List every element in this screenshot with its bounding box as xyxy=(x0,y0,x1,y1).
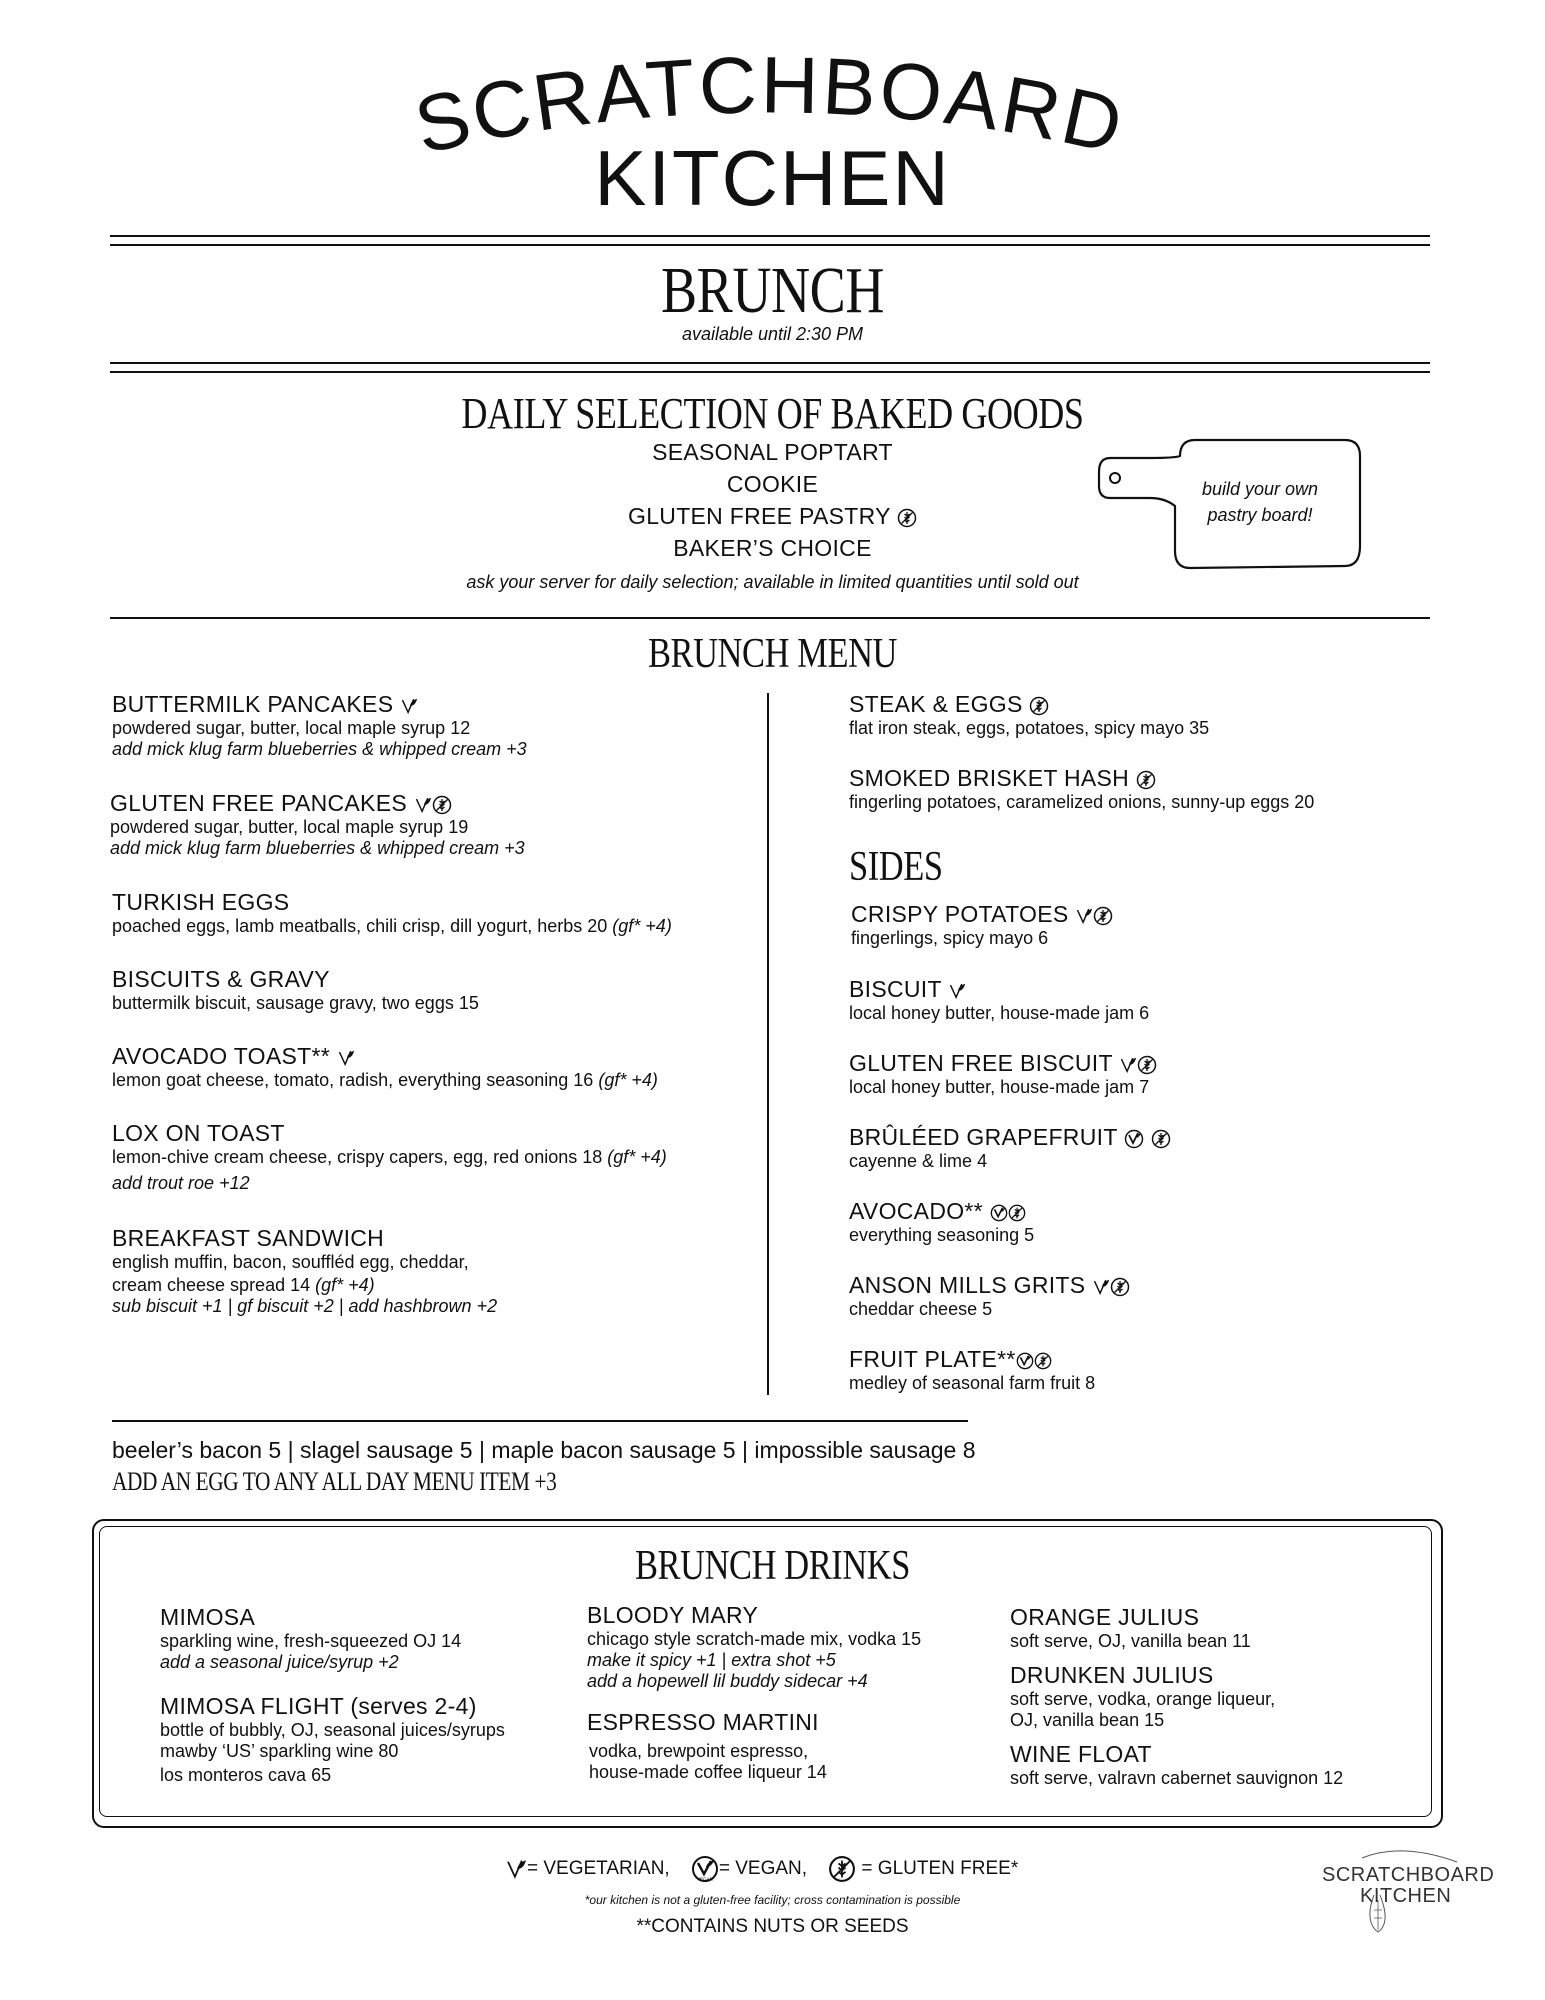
drinks-col-3 xyxy=(1010,1604,1343,1789)
vegetarian-icon xyxy=(414,796,432,814)
menu-item-name: SMOKED BRISKET HASH xyxy=(849,765,1130,791)
menu-item-name: GLUTEN FREE PANCAKES xyxy=(110,790,407,816)
diet-legend xyxy=(505,1855,1018,1883)
menu-item-desc: poached eggs, lamb meatballs, chili crisp, dill yogurt, herbs 20 xyxy=(112,916,608,936)
menu-item-desc: lemon goat cheese, tomato, radish, everything seasoning 16 xyxy=(112,1070,594,1090)
menu-item-desc: powdered sugar, butter, local maple syrup 12 xyxy=(112,718,471,738)
menu-item-addon: sub biscuit +1 | gf biscuit +2 | add hashbrown +2 xyxy=(112,1296,498,1316)
pastry-board-line2: pastry board! xyxy=(1207,505,1313,525)
baked-item: SEASONAL POPTART xyxy=(652,439,893,465)
menu-item-gf-option: (gf* +4) xyxy=(598,1070,658,1090)
menu-item-addon: add mick klug farm blueberries & whipped cream +3 xyxy=(110,838,525,858)
baked-goods-note: ask your server for daily selection; available in limited quantities until sold out xyxy=(466,572,1079,592)
drink-name: ESPRESSO MARTINI xyxy=(587,1709,819,1735)
nuts-note: **CONTAINS NUTS OR SEEDS xyxy=(636,1916,909,1937)
drink-name: MIMOSA FLIGHT (serves 2-4) xyxy=(160,1693,477,1719)
drinks-col-2 xyxy=(587,1602,921,1783)
drink-desc: soft serve, vodka, orange liqueur, xyxy=(1010,1689,1276,1709)
menu-item-addon: add mick klug farm blueberries & whipped cream +3 xyxy=(112,739,527,759)
gluten-free-icon xyxy=(1034,1352,1052,1370)
menu-item-name: BUTTERMILK PANCAKES xyxy=(112,691,394,717)
drinks-heading: BRUNCH DRINKS xyxy=(634,1543,911,1589)
drink-addon: make it spicy +1 | extra shot +5 xyxy=(587,1650,836,1670)
availability-note: available until 2:30 PM xyxy=(681,324,864,344)
footer-logo-line2: KITCHEN xyxy=(1360,1885,1452,1907)
drink-desc: mawby ‘US’ sparkling wine 80 xyxy=(160,1741,399,1761)
divider-top-2 xyxy=(110,244,1430,246)
vegetarian-icon xyxy=(505,1857,527,1881)
pastry-board-text xyxy=(1180,476,1340,528)
gluten-free-icon xyxy=(432,795,452,815)
menu-item xyxy=(112,1120,667,1194)
drink-name: MIMOSA xyxy=(160,1604,256,1630)
divider-top-1 xyxy=(110,235,1430,237)
gluten-free-icon xyxy=(1093,906,1113,926)
menu-item-name: BISCUITS & GRAVY xyxy=(112,966,330,992)
menu-item xyxy=(110,790,525,859)
menu-item-name: BREAKFAST SANDWICH xyxy=(112,1225,385,1251)
logo-line2: KITCHEN xyxy=(594,134,951,222)
logo-line1: SCRATCHBOARD xyxy=(407,40,1133,171)
gluten-free-icon xyxy=(828,1855,856,1883)
side-item xyxy=(849,1198,1034,1246)
side-item xyxy=(849,976,1149,1024)
drink-desc: chicago style scratch-made mix, vodka 15 xyxy=(587,1629,922,1649)
menu-item xyxy=(849,691,1209,739)
vegan-badge-text: VEGAN xyxy=(696,1876,713,1882)
vegan-icon xyxy=(1124,1129,1144,1149)
menu-item-name: LOX ON TOAST xyxy=(112,1120,285,1146)
side-item xyxy=(849,1124,1171,1172)
side-item-name: FRUIT PLATE** xyxy=(849,1346,1016,1372)
column-divider xyxy=(767,693,769,1395)
side-item-desc: cayenne & lime 4 xyxy=(849,1151,988,1171)
pastry-board-line1: build your own xyxy=(1201,479,1319,499)
menu-item xyxy=(849,765,1314,813)
brunch-menu-heading: BRUNCH MENU xyxy=(647,631,898,677)
menu-item-name: AVOCADO TOAST** xyxy=(112,1043,330,1069)
add-egg-note: ADD AN EGG TO ANY ALL DAY MENU ITEM +3 xyxy=(112,1467,557,1496)
side-item xyxy=(849,1346,1095,1394)
divider-meats xyxy=(112,1420,968,1422)
side-item-desc: cheddar cheese 5 xyxy=(849,1299,993,1319)
vegan-icon xyxy=(691,1855,719,1883)
divider-menu xyxy=(110,617,1430,619)
side-item xyxy=(851,901,1113,949)
menu-item-addon: add trout roe +12 xyxy=(112,1173,250,1193)
menu-item xyxy=(112,1225,497,1317)
drink-addon: add a hopewell lil buddy sidecar +4 xyxy=(587,1671,868,1691)
menu-item-gf-option: (gf* +4) xyxy=(607,1147,667,1167)
side-item-name: CRISPY POTATOES xyxy=(851,901,1069,927)
drink-addon: add a seasonal juice/syrup +2 xyxy=(160,1652,399,1672)
gluten-free-icon xyxy=(1008,1204,1026,1222)
side-item xyxy=(849,1272,1130,1320)
meats-line: beeler’s bacon 5 | slagel sausage 5 | maple bacon sausage 5 | impossible sausage 8 xyxy=(112,1437,976,1463)
menu-item-desc: lemon-chive cream cheese, crispy capers, egg, red onions 18 xyxy=(112,1147,603,1167)
vegetarian-icon xyxy=(1092,1278,1110,1296)
vegetarian-icon xyxy=(1119,1056,1137,1074)
menu-item-desc: buttermilk biscuit, sausage gravy, two eggs 15 xyxy=(112,993,479,1013)
vegan-icon xyxy=(990,1204,1008,1222)
drinks-col-1 xyxy=(160,1604,505,1786)
side-item-desc: local honey butter, house-made jam 7 xyxy=(849,1077,1150,1097)
side-item-name: BISCUIT xyxy=(849,976,942,1002)
drink-desc: sparkling wine, fresh-squeezed OJ 14 xyxy=(160,1631,462,1651)
gluten-free-icon xyxy=(1029,696,1049,716)
drink-desc: soft serve, OJ, vanilla bean 11 xyxy=(1010,1631,1251,1651)
menu-item-desc: powdered sugar, butter, local maple syrup 19 xyxy=(110,817,469,837)
drink-name: WINE FLOAT xyxy=(1010,1741,1152,1767)
gluten-free-icon xyxy=(1151,1129,1171,1149)
menu-item xyxy=(112,966,479,1014)
drink-desc: house-made coffee liqueur 14 xyxy=(589,1762,827,1782)
divider-mid-1 xyxy=(110,362,1430,364)
menu-item-name: STEAK & EGGS xyxy=(849,691,1023,717)
side-item-desc: everything seasoning 5 xyxy=(849,1225,1035,1245)
gluten-free-icon xyxy=(897,508,917,528)
side-item-name: ANSON MILLS GRITS xyxy=(849,1272,1086,1298)
drink-desc: soft serve, valravn cabernet sauvignon 12 xyxy=(1010,1768,1344,1788)
menu-item xyxy=(112,1043,658,1091)
side-item-desc: local honey butter, house-made jam 6 xyxy=(849,1003,1150,1023)
side-item-name: GLUTEN FREE BISCUIT xyxy=(849,1050,1113,1076)
drink-desc: vodka, brewpoint espresso, xyxy=(589,1741,809,1761)
legend-gluten-free: = GLUTEN FREE* xyxy=(861,1858,1019,1880)
footer-logo xyxy=(1322,1840,1495,1940)
page-title: BRUNCH xyxy=(660,254,885,327)
drink-desc: bottle of bubbly, OJ, seasonal juices/syrups xyxy=(160,1720,505,1740)
drink-name: DRUNKEN JULIUS xyxy=(1010,1662,1214,1688)
vegetarian-icon xyxy=(1075,907,1093,925)
drink-name: BLOODY MARY xyxy=(587,1602,759,1628)
menu-item-gf-option: (gf* +4) xyxy=(612,916,672,936)
side-item-desc: medley of seasonal farm fruit 8 xyxy=(849,1373,1096,1393)
side-item xyxy=(849,1050,1157,1098)
menu-item-desc: fingerling potatoes, caramelized onions, sunny-up eggs 20 xyxy=(849,792,1315,812)
baked-item: COOKIE xyxy=(726,471,819,497)
gluten-free-icon xyxy=(1110,1277,1130,1297)
menu-item-gf-option: (gf* +4) xyxy=(315,1275,375,1295)
menu-item xyxy=(112,889,672,937)
legend-vegetarian: = VEGETARIAN, xyxy=(527,1858,670,1880)
gluten-free-icon xyxy=(1137,1055,1157,1075)
sides-heading: SIDES xyxy=(849,844,943,890)
menu-item-desc-2: cream cheese spread 14 xyxy=(112,1275,311,1295)
menu-item-name: TURKISH EGGS xyxy=(112,889,290,915)
drink-desc: OJ, vanilla bean 15 xyxy=(1010,1710,1165,1730)
vegetarian-icon xyxy=(948,982,966,1000)
baked-item-label: GLUTEN FREE PASTRY xyxy=(628,503,891,529)
drink-name: ORANGE JULIUS xyxy=(1010,1604,1200,1630)
side-item-name: AVOCADO** xyxy=(849,1198,983,1224)
baked-item: BAKER’S CHOICE xyxy=(673,535,872,561)
drink-desc: los monteros cava 65 xyxy=(160,1765,332,1785)
gluten-free-icon xyxy=(1136,770,1156,790)
side-item-name: BRÛLÉED GRAPEFRUIT xyxy=(849,1124,1118,1150)
vegetarian-icon xyxy=(337,1049,355,1067)
divider-mid-2 xyxy=(110,371,1430,373)
menu-item-desc: english muffin, bacon, souffléd egg, cheddar, xyxy=(112,1252,469,1272)
baked-goods-heading: DAILY SELECTION OF BAKED GOODS xyxy=(461,389,1084,438)
menu-item xyxy=(112,691,527,760)
footer-logo-line1: SCRATCHBOARD xyxy=(1322,1864,1495,1886)
menu-item-desc: flat iron steak, eggs, potatoes, spicy mayo 35 xyxy=(849,718,1210,738)
legend-vegan: = VEGAN, xyxy=(718,1858,808,1880)
vegan-icon xyxy=(1016,1352,1034,1370)
side-item-desc: fingerlings, spicy mayo 6 xyxy=(851,928,1049,948)
vegetarian-icon xyxy=(400,697,418,715)
gf-disclaimer: *our kitchen is not a gluten-free facility; cross contamination is possible xyxy=(584,1893,961,1907)
